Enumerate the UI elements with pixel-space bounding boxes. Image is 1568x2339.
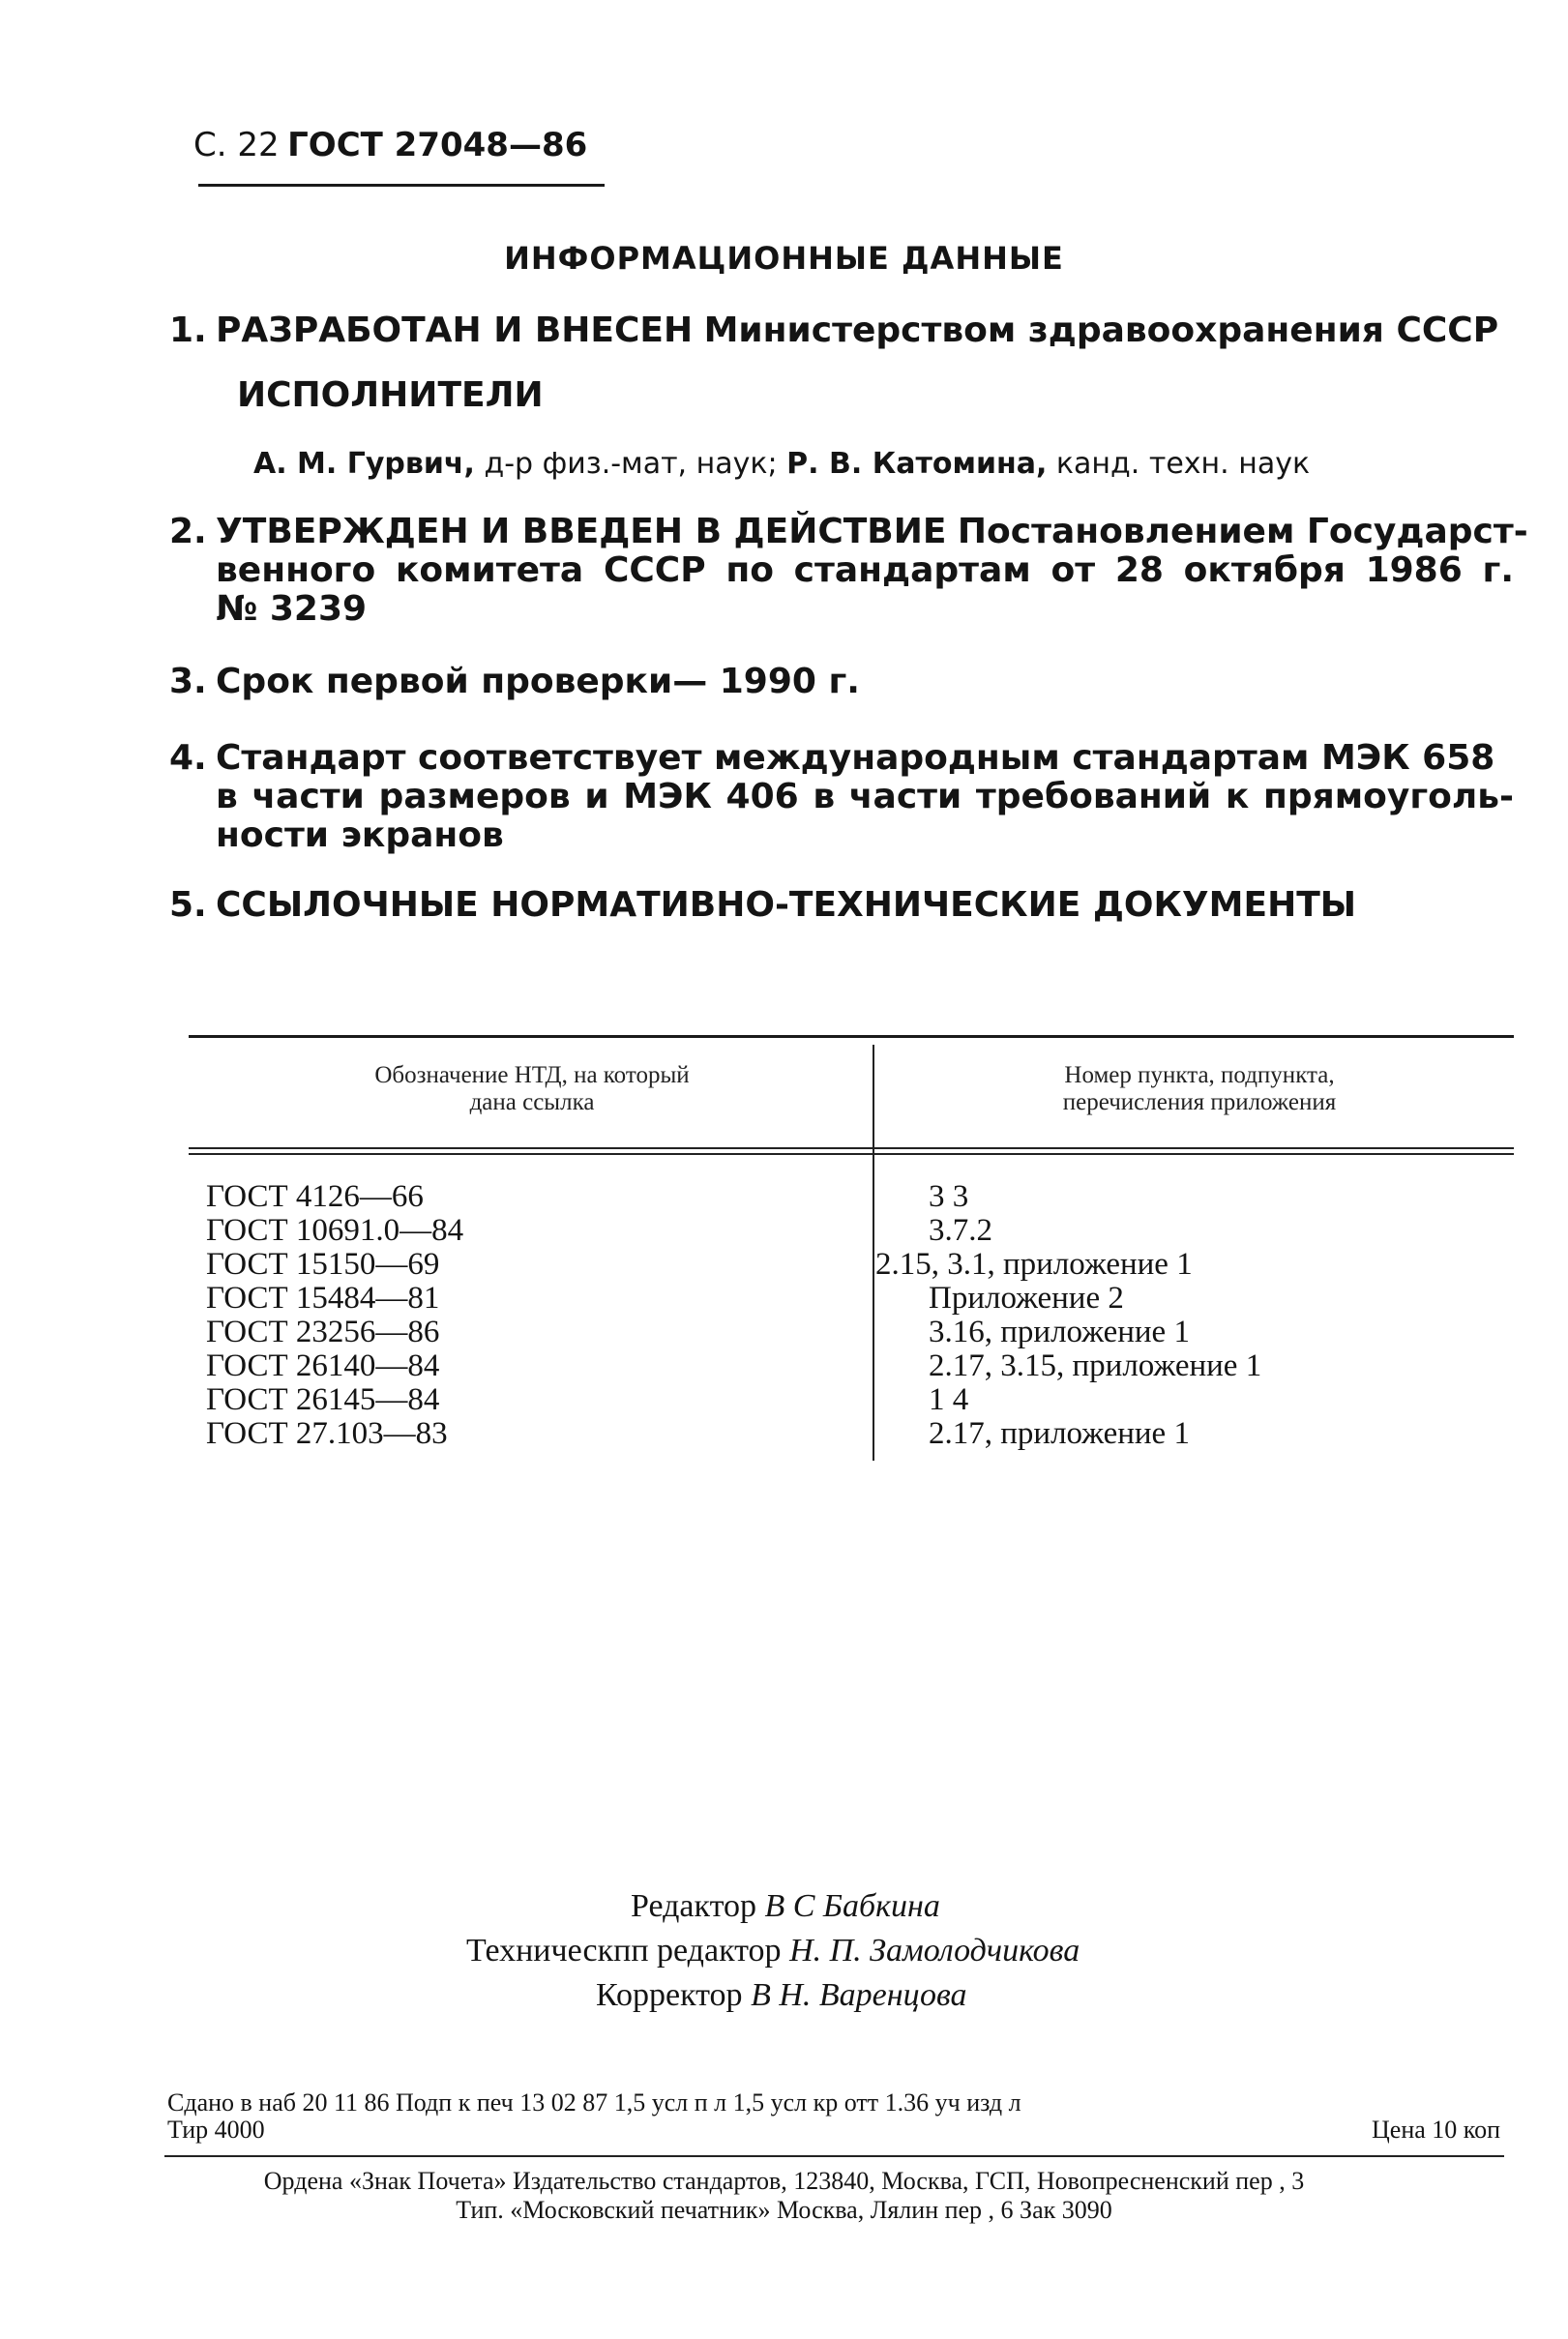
item-text: ССЫЛОЧНЫЕ НОРМАТИВНО-ТЕХНИЧЕСКИЕ ДОКУМЕНТЫ: [216, 885, 1357, 925]
credit-name: В С Бабкина: [764, 1888, 940, 1924]
item-text-continued: в части размеров и МЭК 406 в части требований к прямоуголь-: [216, 777, 1514, 816]
page-number: С. 22: [193, 126, 280, 164]
credit-name: Н. П. Замолодчикова: [789, 1933, 1080, 1969]
table-header-line: дана ссылка: [469, 1089, 595, 1115]
table-cell-doc: ГОСТ 15484—81: [206, 1281, 440, 1316]
page-header: [193, 126, 587, 164]
credits: [0, 1884, 1568, 2018]
credit-tech-editor: [466, 1929, 1568, 1973]
table-cell-doc: ГОСТ 23256—86: [206, 1315, 440, 1349]
item-text-continued: № 3239: [216, 589, 368, 629]
executors-line: [253, 447, 1310, 481]
credit-label: Корректор: [596, 1977, 743, 2013]
publisher-line: Ордена «Знак Почета» Издательство стандартов, 123840, Москва, ГСП, Новопресненский пер , 3: [263, 2167, 1305, 2195]
table-header-document: [222, 1062, 842, 1116]
item-number: 2.: [169, 512, 207, 551]
item-text: Министерством здравоохранения СССР: [703, 311, 1499, 350]
table-cell-doc: ГОСТ 15150—69: [206, 1247, 440, 1282]
standard-number: ГОСТ 27048—86: [287, 126, 588, 164]
credit-name: В Н. Варенцова: [751, 1977, 967, 2013]
executor-degree: канд. техн. наук: [1055, 447, 1311, 481]
executor-degree: д-р физ.-мат, наук;: [484, 447, 778, 481]
table-header-reference: [900, 1062, 1499, 1116]
credit-label: Техническпп редактор: [466, 1933, 782, 1969]
section-title: ИНФОРМАЦИОННЫЕ ДАННЫЕ: [504, 240, 1064, 277]
table-cell-doc: ГОСТ 27.103—83: [206, 1416, 448, 1451]
table-cell-ref: 3.7.2: [929, 1213, 992, 1248]
item-number: 3.: [169, 662, 207, 701]
table-cell-ref: 1 4: [929, 1382, 969, 1417]
item-number: 5.: [169, 885, 207, 925]
print-run: Тир 4000: [167, 2116, 265, 2144]
table-header-rule: [189, 1147, 1514, 1149]
credit-label: Редактор: [631, 1888, 756, 1924]
item-text: Срок первой проверки— 1990 г.: [216, 662, 860, 701]
info-item-2: [169, 512, 1528, 629]
table-cell-doc: ГОСТ 4126—66: [206, 1179, 424, 1214]
table-cell-ref: Приложение 2: [929, 1281, 1124, 1316]
table-column-references: [875, 1180, 1261, 1451]
table-top-rule: [189, 1035, 1514, 1038]
table-cell-doc: ГОСТ 26140—84: [206, 1348, 440, 1383]
table-cell-doc: ГОСТ 10691.0—84: [206, 1213, 464, 1248]
table-header-line: Номер пункта, подпункта,: [1064, 1062, 1335, 1088]
item-text: Постановлением Государст-: [957, 512, 1528, 551]
info-item-5: [169, 886, 1356, 925]
table-header-rule: [189, 1153, 1514, 1155]
imprint-rule: [164, 2155, 1504, 2157]
table-column-documents: [206, 1180, 463, 1451]
item-label: УТВЕРЖДЕН И ВВЕДЕН В ДЕЙСТВИЕ: [216, 512, 947, 551]
table-cell-ref: 3 3: [929, 1179, 969, 1214]
table-cell-ref: 2.17, приложение 1: [929, 1416, 1190, 1451]
imprint-line: Сдано в наб 20 11 86 Подп к печ 13 02 87 1,5 усл п л 1,5 усл кр отт 1.36 уч изд л: [167, 2088, 1021, 2117]
table-header-line: перечисления приложения: [1062, 1089, 1337, 1115]
item-text-continued: ности экранов: [216, 815, 504, 855]
credit-proofreader: [596, 1973, 1568, 2018]
header-rule: [198, 184, 605, 187]
executor-name: А. М. Гурвич,: [253, 447, 475, 481]
table-column-divider: [873, 1045, 874, 1461]
printer-line: Тип. «Московский печатник» Москва, Лялин пер , 6 Зак 3090: [456, 2196, 1112, 2224]
executors-title: ИСПОЛНИТЕЛИ: [237, 375, 544, 415]
publisher-info: [0, 2167, 1568, 2225]
item-number: 1.: [169, 311, 207, 350]
item-number: 4.: [169, 738, 207, 778]
imprint-details: [167, 2089, 1500, 2144]
table-cell-ref: 3.16, приложение 1: [929, 1315, 1190, 1349]
table-cell-ref: 2.15, 3.1, приложение 1: [875, 1247, 1193, 1282]
table-cell-ref: 2.17, 3.15, приложение 1: [929, 1348, 1262, 1383]
imprint-line: [167, 2117, 1500, 2144]
info-item-1: [169, 311, 1498, 350]
info-item-4: [169, 739, 1514, 855]
table-cell-doc: ГОСТ 26145—84: [206, 1382, 440, 1417]
executor-name: Р. В. Катомина,: [786, 447, 1048, 481]
table-header-line: Обозначение НТД, на который: [374, 1062, 690, 1088]
item-label: РАЗРАБОТАН И ВНЕСЕН: [216, 311, 694, 350]
item-text-continued: венного комитета СССР по стандартам от 28 октября 1986 г.: [216, 550, 1514, 590]
price: Цена 10 коп: [1372, 2116, 1500, 2144]
info-item-3: [169, 663, 860, 701]
item-text: Стандарт соответствует международным стандартам МЭК 658: [216, 738, 1495, 778]
credit-editor: [631, 1884, 1568, 1929]
